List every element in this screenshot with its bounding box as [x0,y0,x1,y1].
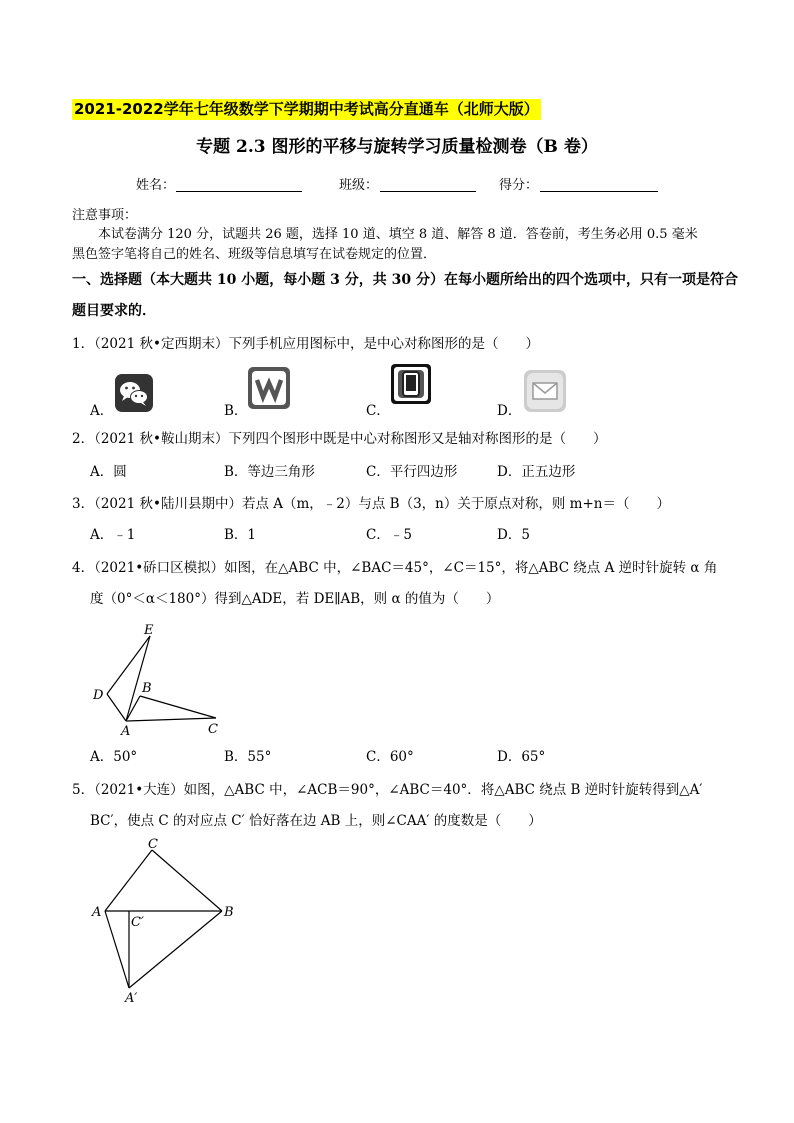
question-3-stem: 3．（2021 秋•陆川县期中）若点 A（m，﹣2）与点 B（3，n）关于原点对称，则 m+n＝（ ） [72,496,670,512]
question-4-stem-line-1: 4．（2021•硚口区模拟）如图，在△ABC 中，∠BAC＝45°，∠C＝15°，将△ABC 绕点 A 逆时针旋转 α 角 [72,560,718,576]
notes-heading: 注意事项： [72,208,138,223]
name-label: 姓名： [136,178,176,193]
segment-ab [126,696,140,721]
wps-icon [248,367,290,409]
question-4-option-c: C．60° [366,749,414,765]
label-b: B [224,905,234,920]
segment-aa1 [105,911,129,988]
score-field-line [540,191,658,192]
question-2-option-a: A．圆 [90,464,127,480]
question-4-figure [80,616,240,740]
question-3-option-b: B．1 [224,527,257,543]
question-4-option-d: D．65° [497,749,546,765]
question-3-option-a: A．﹣1 [90,527,136,543]
label-c: C [208,722,218,737]
mail-icon [524,370,566,412]
question-2-option-b: B．等边三角形 [224,464,315,480]
label-a: A [92,905,102,920]
question-2-option-d: D．正五边形 [497,464,576,480]
question-2-option-c: C．平行四边形 [366,464,458,480]
question-1-option-c: C． [366,403,390,419]
question-4-option-a: A．50° [90,749,138,765]
segment-ae [126,636,150,721]
question-3-option-c: C．﹣5 [366,527,412,543]
label-c: C [148,837,158,852]
wechat-icon [115,374,153,412]
label-d: D [93,688,104,703]
segment-bc [140,696,216,718]
class-label: 班级： [339,178,379,193]
segment-ad [107,694,126,721]
question-1-option-a: A． [90,403,114,419]
header-banner: 2021-2022学年七年级数学下学期期中考试高分直通车（北师大版） [74,100,539,118]
question-1-option-d: D． [497,403,522,419]
question-5-stem-line-2: BC′，使点 C 的对应点 C′ 恰好落在边 AB 上，则∠CAA′ 的度数是（ ） [90,813,542,829]
section-heading-line-1: 一、选择题（本大题共 10 小题，每小题 3 分，共 30 分）在每小题所给出的四个选项中，只有一项是符合 [72,272,738,288]
name-field-line [176,191,302,192]
question-1-option-b: B． [224,403,248,419]
question-2-stem: 2．（2021 秋•鞍山期末）下列四个图形中既是中心对称图形又是轴对称图形的是（ ） [72,431,607,447]
question-4-stem-line-2: 度（0°＜α＜180°）得到△ADE，若 DE∥AB，则 α 的值为（ ） [90,591,500,607]
notes-line-1: 本试卷满分 120 分，试题共 26 题，选择 10 道、填空 8 道、解答 8 道．答卷前，考生务必用 0.5 毫米 [98,227,698,242]
score-label: 得分： [499,178,539,193]
label-c-prime: C′ [131,915,144,930]
label-a: A [121,724,131,739]
label-e: E [144,623,154,638]
question-1-stem: 1．（2021 秋•定西期末）下列手机应用图标中，是中心对称图形的是（ ） [72,336,539,352]
label-a-prime: A′ [125,991,138,1006]
label-b: B [142,681,152,696]
question-3-option-d: D．5 [497,527,530,543]
page-title: 专题 2.3 图形的平移与旋转学习质量检测卷（B 卷） [196,137,598,157]
question-5-figure [85,836,245,1008]
section-heading-line-2: 题目要求的． [72,303,156,319]
question-5-stem-line-1: 5．（2021•大连）如图，△ABC 中，∠ACB＝90°，∠ABC＝40°．将△ABC 绕点 B 逆时针旋转得到△A′ [72,782,703,798]
notes-line-2: 黑色签字笔将自己的姓名、班级等信息填写在试卷规定的位置． [72,247,437,262]
segment-ac [126,718,216,721]
class-field-line [380,191,476,192]
question-4-option-b: B．55° [224,749,272,765]
segment-cb [152,850,222,911]
phone-app-icon [391,364,431,404]
segment-ac [105,850,152,911]
